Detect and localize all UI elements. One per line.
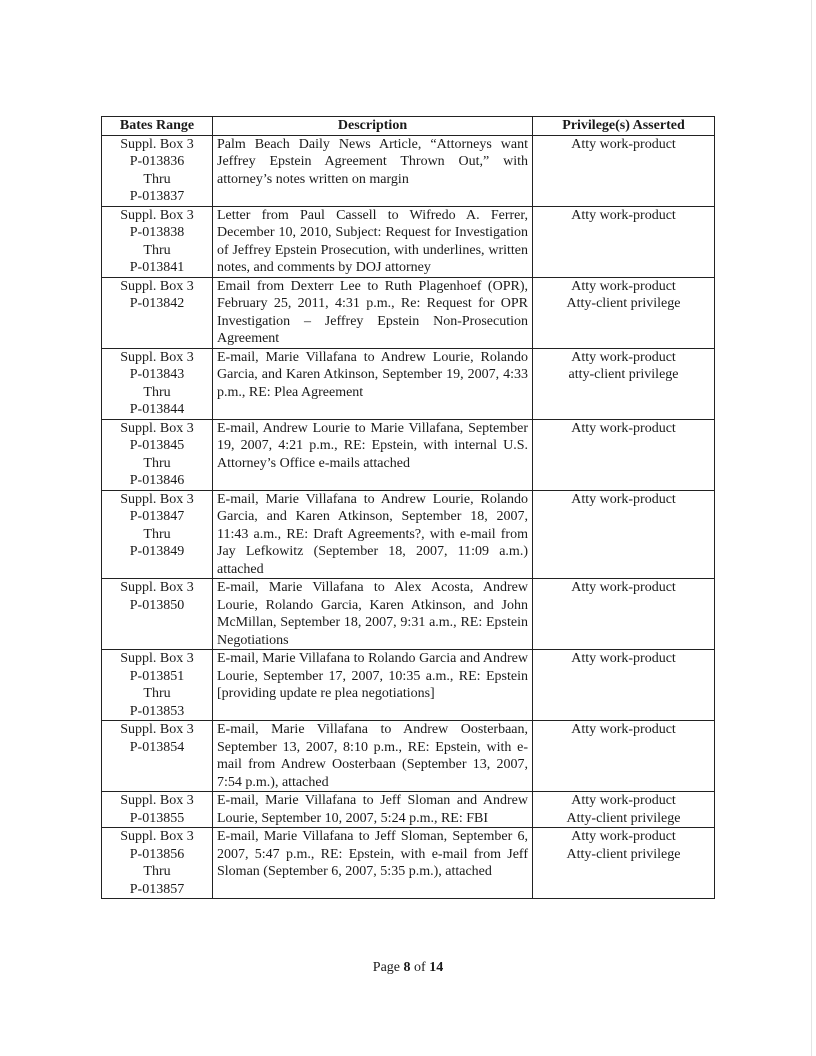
bates-line: P-013855	[129, 810, 185, 826]
privilege-cell	[533, 579, 715, 650]
privilege-line: Atty work-product	[571, 278, 676, 294]
privilege-line: Atty work-product	[571, 829, 676, 844]
bates-range-cell	[102, 419, 213, 490]
privilege-cell	[533, 828, 715, 899]
description-cell: Email from Dexterr Lee to Ruth Plagenhoef (OPR), February 25, 2011, 4:31 p.m., Re: Request for OPR Investigation – Jeffrey Epstein Non-Prosecution Agreement	[213, 277, 533, 348]
table-row	[102, 828, 715, 899]
bates-range-cell	[102, 828, 213, 899]
bates-range-cell	[102, 348, 213, 419]
description-cell: E-mail, Marie Villafana to Andrew Oosterbaan, September 13, 2007, 8:10 p.m., RE: Epstein, with e-mail from Andrew Oosterbaan (September 13, 2007, 7:54 p.m.), attached	[213, 721, 533, 792]
bates-line: P-013838	[129, 225, 185, 240]
privilege-line: Atty work-product	[571, 722, 676, 737]
footer-page-number: 8	[403, 960, 411, 975]
bates-range-cell	[102, 721, 213, 792]
bates-line: P-013853	[129, 703, 185, 719]
header-description: Description	[213, 117, 533, 136]
bates-line: P-013845	[129, 438, 185, 453]
description-cell: E-mail, Marie Villafana to Rolando Garcia and Andrew Lourie, September 17, 2007, 10:35 a.m., RE: Epstein [providing update re plea negotiations]	[213, 650, 533, 721]
bates-line: Suppl. Box 3	[120, 278, 194, 294]
bates-range-cell	[102, 579, 213, 650]
description-cell: E-mail, Marie Villafana to Alex Acosta, Andrew Lourie, Rolando Garcia, Karen Atkinson, and John McMillan, September 18, 2007, 9:31 a.m., RE: Epstein Negotiations	[213, 579, 533, 650]
privilege-line: Atty work-product	[571, 136, 676, 152]
table-row	[102, 135, 715, 206]
footer-page-total: 14	[429, 960, 444, 975]
privilege-log-table	[101, 116, 715, 899]
table-row	[102, 206, 715, 277]
bates-line: Suppl. Box 3	[120, 580, 194, 595]
page-footer	[0, 960, 816, 976]
privilege-cell	[533, 419, 715, 490]
bates-line: Thru	[143, 455, 171, 471]
bates-range-cell	[102, 792, 213, 828]
bates-line: Thru	[143, 242, 171, 258]
privilege-line: Atty-client privilege	[566, 810, 681, 826]
description-cell: Letter from Paul Cassell to Wifredo A. Ferrer, December 10, 2010, Subject: Request for Investigation of Jeffrey Epstein Prosecution, with underlines, written notes, and comments by DOJ attorney	[213, 206, 533, 277]
bates-line: Suppl. Box 3	[120, 793, 194, 808]
privilege-line: atty-client privilege	[568, 367, 679, 382]
bates-line: P-013847	[129, 509, 185, 524]
header-row	[102, 117, 715, 136]
bates-line: P-013850	[129, 597, 185, 613]
bates-line: Suppl. Box 3	[120, 207, 194, 223]
bates-range-cell	[102, 206, 213, 277]
table-row	[102, 277, 715, 348]
bates-range-cell	[102, 650, 213, 721]
privilege-line: Atty work-product	[571, 651, 676, 666]
footer-prefix: Page	[372, 960, 404, 975]
header-bates-range: Bates Range	[102, 117, 213, 136]
description-cell: Palm Beach Daily News Article, “Attorneys want Jeffrey Epstein Agreement Thrown Out,” with attorney’s notes written on margin	[213, 135, 533, 206]
table-row	[102, 490, 715, 579]
bates-line: P-013856	[129, 846, 185, 862]
privilege-cell	[533, 792, 715, 828]
header-privileges-asserted: Privilege(s) Asserted	[533, 117, 715, 136]
description-cell: E-mail, Marie Villafana to Andrew Lourie, Rolando Garcia, and Karen Atkinson, September 18, 2007, 11:43 a.m., RE: Draft Agreements?, with e-mail from Jay Lefkowitz (September 18, 2007, 11:09 a.m.) attached	[213, 490, 533, 579]
bates-line: P-013849	[129, 544, 185, 559]
table-body	[102, 135, 715, 899]
privilege-line: Atty work-product	[571, 491, 676, 507]
bates-line: Thru	[143, 384, 171, 400]
privilege-line: Atty work-product	[571, 793, 676, 808]
table-row	[102, 721, 715, 792]
bates-line: P-013844	[129, 402, 185, 417]
bates-line: P-013846	[129, 473, 185, 488]
bates-line: Suppl. Box 3	[120, 136, 194, 152]
table-row	[102, 419, 715, 490]
bates-line: Thru	[143, 864, 171, 879]
table-row	[102, 650, 715, 721]
description-cell: E-mail, Marie Villafana to Andrew Lourie, Rolando Garcia, and Karen Atkinson, September 19, 2007, 4:33 p.m., RE: Plea Agreement	[213, 348, 533, 419]
bates-line: Suppl. Box 3	[120, 722, 194, 737]
bates-line: P-013836	[129, 154, 185, 169]
bates-line: Suppl. Box 3	[120, 349, 194, 365]
bates-line: P-013842	[129, 296, 185, 311]
bates-line: P-013851	[129, 668, 185, 684]
bates-range-cell	[102, 135, 213, 206]
privilege-cell	[533, 650, 715, 721]
privilege-line: Atty work-product	[571, 420, 676, 436]
bates-line: Suppl. Box 3	[120, 829, 194, 844]
table-row	[102, 579, 715, 650]
table-row	[102, 348, 715, 419]
privilege-line: Atty work-product	[571, 580, 676, 595]
privilege-line: Atty work-product	[571, 207, 676, 223]
bates-line: P-013854	[129, 739, 185, 755]
bates-line: Thru	[143, 526, 171, 542]
bates-line: Suppl. Box 3	[120, 651, 194, 666]
bates-line: Thru	[143, 686, 171, 701]
table-row	[102, 792, 715, 828]
bates-line: P-013857	[129, 881, 185, 897]
privilege-line: Atty-client privilege	[566, 296, 681, 311]
privilege-cell	[533, 206, 715, 277]
scan-edge-line	[811, 0, 812, 1056]
bates-line: Thru	[143, 171, 171, 187]
privilege-cell	[533, 135, 715, 206]
privilege-cell	[533, 490, 715, 579]
description-cell: E-mail, Andrew Lourie to Marie Villafana, September 19, 2007, 4:21 p.m., RE: Epstein, with internal U.S. Attorney’s Office e-mails attached	[213, 419, 533, 490]
bates-line: Suppl. Box 3	[120, 491, 194, 507]
bates-line: P-013843	[129, 367, 185, 382]
bates-line: P-013841	[129, 260, 185, 275]
footer-of: of	[410, 960, 430, 975]
privilege-cell	[533, 721, 715, 792]
privilege-line: Atty work-product	[571, 349, 676, 365]
privilege-line: Atty-client privilege	[566, 846, 681, 862]
table-header	[102, 117, 715, 136]
description-cell: E-mail, Marie Villafana to Jeff Sloman and Andrew Lourie, September 10, 2007, 5:24 p.m., RE: FBI	[213, 792, 533, 828]
privilege-cell	[533, 348, 715, 419]
privilege-cell	[533, 277, 715, 348]
bates-range-cell	[102, 490, 213, 579]
bates-line: Suppl. Box 3	[120, 420, 194, 436]
bates-range-cell	[102, 277, 213, 348]
description-cell: E-mail, Marie Villafana to Jeff Sloman, September 6, 2007, 5:47 p.m., RE: Epstein, with e-mail from Jeff Sloman (September 6, 2007, 5:35 p.m.), attached	[213, 828, 533, 899]
bates-line: P-013837	[129, 189, 185, 204]
